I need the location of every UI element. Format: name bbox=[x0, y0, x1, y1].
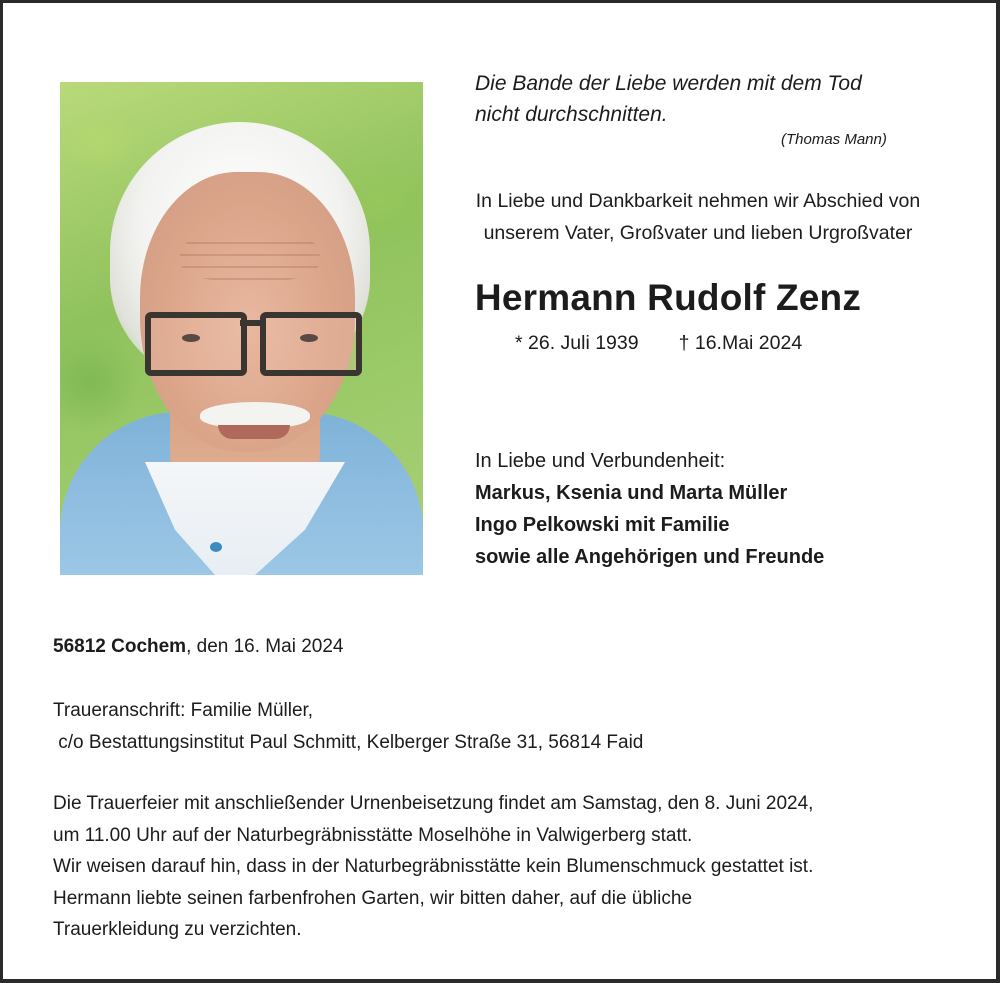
date: , den 16. Mai 2024 bbox=[186, 636, 344, 657]
quote-line: nicht durchschnitten. bbox=[475, 103, 668, 126]
epigraph-quote bbox=[475, 68, 862, 130]
photo-eye-left bbox=[182, 334, 200, 342]
photo-shirt-button bbox=[210, 542, 222, 552]
photo-eye-right bbox=[300, 334, 318, 342]
mourner-line: Markus, Ksenia und Marta Müller bbox=[475, 482, 788, 504]
mourning-address bbox=[53, 695, 643, 759]
life-dates bbox=[515, 332, 802, 355]
glasses-left-lens bbox=[145, 312, 247, 376]
place: 56812 Cochem bbox=[53, 636, 187, 657]
ceremony-line: Hermann liebte seinen farbenfrohen Garten, wir bitten daher, auf die übliche bbox=[53, 887, 693, 909]
quote-line: Die Bande der Liebe werden mit dem Tod bbox=[475, 72, 862, 95]
portrait-photo bbox=[60, 82, 423, 575]
deceased-name: Hermann Rudolf Zenz bbox=[474, 277, 862, 318]
quote-author: (Thomas Mann) bbox=[781, 131, 887, 148]
mourners-block bbox=[475, 445, 824, 573]
address-line: Traueranschrift: Familie Müller, bbox=[53, 700, 314, 721]
photo-forehead bbox=[180, 232, 320, 282]
photo-mouth bbox=[218, 425, 290, 439]
death-date: † 16.Mai 2024 bbox=[678, 332, 803, 354]
glasses-right-lens bbox=[260, 312, 362, 376]
place-and-date bbox=[53, 636, 343, 658]
glasses-bridge bbox=[240, 320, 262, 326]
mourner-line: sowie alle Angehörigen und Freunde bbox=[475, 546, 825, 568]
farewell-intro bbox=[433, 185, 963, 249]
address-line: c/o Bestattungsinstitut Paul Schmitt, Kelberger Straße 31, 56814 Faid bbox=[53, 732, 644, 753]
intro-line: In Liebe und Dankbarkeit nehmen wir Abschied von bbox=[475, 190, 921, 212]
ceremony-line: Trauerkleidung zu verzichten. bbox=[53, 919, 302, 940]
ceremony-line: Die Trauerfeier mit anschließender Urnenbeisetzung findet am Samstag, den 8. Juni 2024, bbox=[53, 793, 814, 814]
intro-line: unserem Vater, Großvater und lieben Urgroßvater bbox=[483, 222, 913, 244]
ceremony-line: um 11.00 Uhr auf der Naturbegräbnisstätte Moselhöhe in Valwigerberg statt. bbox=[53, 824, 693, 846]
mourner-line: Ingo Pelkowski mit Familie bbox=[475, 514, 730, 536]
mourners-lead: In Liebe und Verbundenheit: bbox=[475, 450, 726, 472]
ceremony-line: Wir weisen darauf hin, dass in der Naturbegräbnisstätte kein Blumenschmuck gestattet ist. bbox=[53, 856, 814, 877]
ceremony-details bbox=[53, 788, 983, 946]
birth-date: * 26. Juli 1939 bbox=[515, 332, 639, 354]
